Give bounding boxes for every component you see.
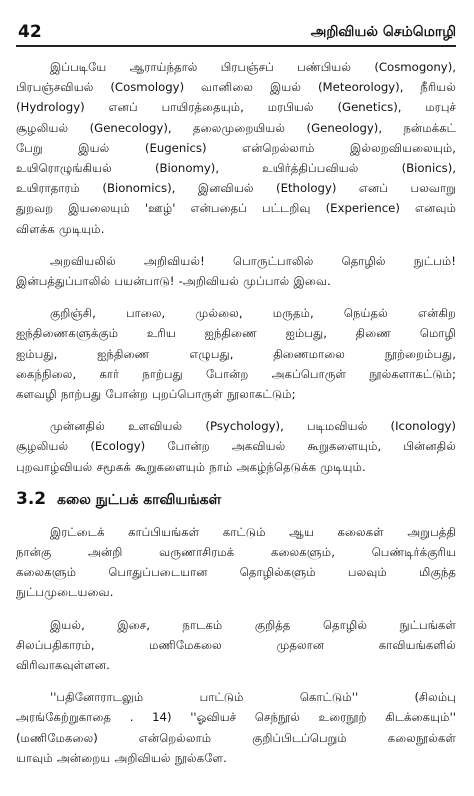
text-line: விரிவாகவுள்ளன.: [16, 658, 110, 673]
page-header: [16, 16, 456, 42]
text-line: களவழி நாற்பது போன்ற புறப்பொருள் நூலாகட்டும்;: [16, 387, 296, 402]
text-line: உயிராதாரம் (Bionomics), இனவியல் (Ethology) எனப் பலவாறு: [16, 181, 456, 196]
text-line: பிரபஞ்சவியல் (Cosmology) வானிலை இயல் (Meteorology), நீரியல்: [16, 80, 456, 95]
text-line: (Hydrology) எனப் பாயிரத்தையும், மரபியல் (Genetics), மரபுச்: [16, 100, 456, 115]
text-line: புறவாழ்வியல் சமூகக் கூறுகளையும் நாம் அகழ்ந்தெடுக்க முடியும்.: [16, 459, 366, 474]
text-line: சூழலியல் (Genecology), தலைமுறையியல் (Geneology), நன்மக்கட்: [16, 120, 456, 135]
text-line: விளக்க முடியும்.: [16, 221, 105, 236]
text-line: ''பதினோராடலும் பாட்டும் கொட்டும்'' (சிலம்பு: [50, 690, 456, 705]
text-line: பேறு இயல் (Eugenics) என்றெல்லாம் இல்லறவியலையும்,: [16, 140, 456, 155]
page-number: 42: [18, 22, 42, 42]
text-line: முன்னதில் உளவியல் (Psychology), படிமவியல் (Iconology): [50, 419, 456, 434]
text-line: இப்படியே ஆராய்ந்தால் பிரபஞ்சப் பண்பியல் (Cosmogony),: [50, 60, 456, 74]
text-line: இரட்டைக் காப்பியங்கள் காட்டும் ஆய கலைகள் அறுபத்தி: [50, 524, 456, 539]
paragraph: [16, 416, 456, 477]
text-line: உயிரொழுங்கியல் (Bionomy), உயிர்த்திப்பவியல் (Bionics),: [16, 161, 456, 176]
paragraph: [16, 57, 456, 239]
text-line: துறவற இயலையும் 'ஊழ்' என்பதைப் பட்டறிவு (Experience) எனவும்: [16, 201, 456, 216]
text-line: இயல், இசை, நாடகம் குறித்த தொழில் நுட்பங்கள்: [50, 617, 456, 632]
paragraph: [16, 522, 456, 603]
text-line: இன்பத்துப்பாலில் பயன்பாடு! -அறிவியல் முப்பால் இவை.: [16, 274, 331, 289]
body-text-top: [16, 57, 456, 477]
text-line: அறவியலில் அறிவியல்! பொருட்பாலில் தொழில் நுட்பம்!: [50, 253, 456, 268]
text-line: குறிஞ்சி, பாலை, முல்லை, மருதம், நெய்தல் என்கிற: [50, 306, 456, 321]
text-line: சிலப்பதிகாரம், மணிமேகலை முதலான காவியங்களில்: [16, 637, 456, 652]
section-title: கலை நுட்பக் காவியங்கள்: [57, 491, 222, 508]
body-text-bottom: [16, 522, 456, 768]
paragraph: [16, 615, 456, 676]
text-line: கலைகளும் பொதுப்படையான தொழில்களும் பலவும் மிகுந்த: [16, 565, 456, 580]
paragraph: [16, 687, 456, 768]
section-number: 3.2: [16, 488, 47, 509]
text-line: அரங்கேற்றுகாதை . 14) ''ஓவியச் செந்நூல் உரைநூற் கிடக்கையும்'': [16, 710, 456, 725]
text-line: ஐம்பது, ஐந்திணை எழுபது, திணைமாலை நூற்றைம்பது,: [16, 346, 456, 361]
running-title: அறிவியல் செம்மொழி: [310, 24, 456, 40]
section-heading: [16, 489, 456, 510]
text-line: சூழலியல் (Ecology) போன்ற அகவியல் கூறுகளையும், பின்னதில்: [16, 439, 456, 454]
text-line: (மணிமேகலை) என்றெல்லாம் குறிப்பிடப்பெறும் கலைநூல்கள்: [16, 730, 456, 745]
header-rule: [16, 45, 456, 47]
text-line: கைந்நிலை, கார் நாற்பது போன்ற அகப்பொருள் நூல்களாகட்டும்;: [16, 366, 456, 381]
paragraph: [16, 303, 456, 404]
text-line: நான்கு அன்றி வருணாசிரமக் கலைகளும், பெண்டிர்க்குரிய: [16, 545, 456, 560]
text-line: யாவும் அன்றைய அறிவியல் நூல்களே.: [16, 750, 227, 765]
text-line: ஐந்திணைகளுக்கும் உரிய ஐந்திணை ஐம்பது, திணை மொழி: [16, 326, 456, 341]
paragraph: [16, 251, 456, 291]
text-line: நுட்பமுடையவை.: [16, 585, 114, 600]
